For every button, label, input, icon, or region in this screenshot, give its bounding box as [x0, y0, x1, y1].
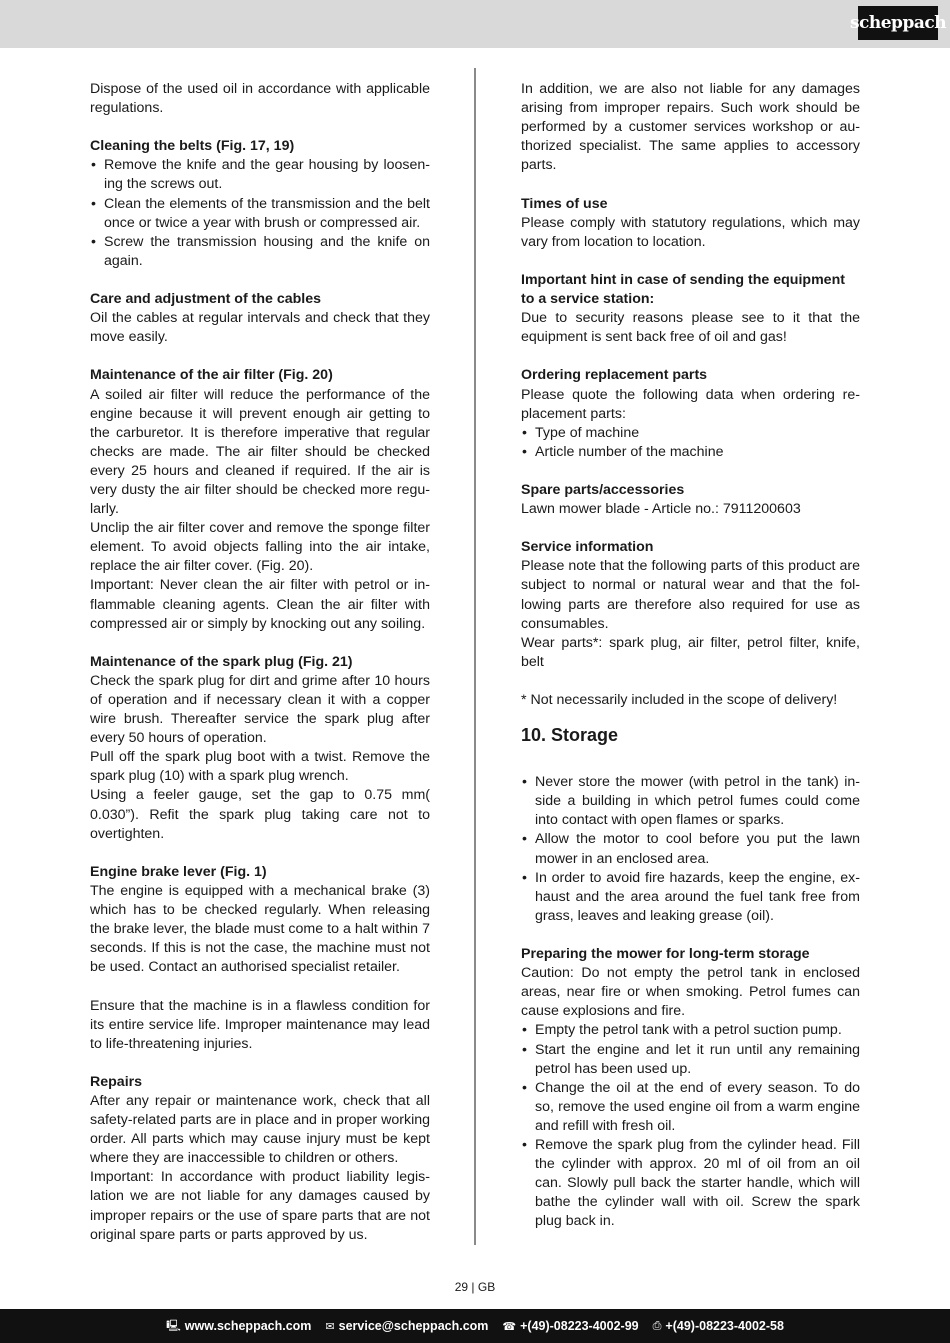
long-term-storage-text: Caution: Do not empty the petrol tank in enclosed areas, near fire or when smoking. Petrol fumes can cause explosions and fire. [521, 965, 860, 1020]
list-item: • Never store the mower (with petrol in the tank) inside a building in which petrol fumes could come into contact with open flames or sparks. [521, 773, 860, 830]
mail-icon: ✉ [325, 1320, 335, 1333]
footer-bar [0, 1309, 950, 1343]
belts-list [90, 156, 430, 271]
storage-list [521, 773, 860, 926]
long-term-storage-list [521, 1021, 860, 1231]
wear-parts-text: Wear parts*: spark plug, air filter, petrol filter, knife, belt [521, 634, 860, 670]
left-column [90, 80, 430, 1245]
spark-plug-heading: Maintenance of the spark plug (Fig. 21) [90, 653, 353, 670]
spark-plug-text: Using a feeler gauge, set the gap to 0.75 mm( 0.030”). Refit the spark plug taking care not to overtighten. [90, 787, 430, 842]
list-item: • Remove the spark plug from the cylinder head. Fill the cylinder with approx. 20 ml of oil from an oil can. Slowly pull back the starter handle, which will bathe the cylinder wall with oil. Screw the spark plug back in. [521, 1136, 860, 1231]
footer-email[interactable] [325, 1319, 488, 1333]
fax-icon: ⎙ [652, 1319, 662, 1332]
ordering-heading: Ordering replacement parts [521, 367, 708, 384]
belts-heading: Cleaning the belts (Fig. 17, 19) [90, 138, 295, 155]
footnote-text: * Not necessarily included in the scope of delivery! [521, 692, 838, 708]
footer-phone [502, 1319, 638, 1333]
repairs-text: After any repair or maintenance work, check that all safety-related parts are in place and in proper working order. All parts which may cause injury must be kept where they are inaccessible to children or others. [90, 1092, 430, 1167]
list-item: • Allow the motor to cool before you put the lawn mower in an enclosed area. [521, 830, 860, 868]
long-term-storage-heading: Preparing the mower for long-term storage [521, 946, 810, 963]
service-heading: Service information [521, 539, 654, 556]
air-filter-heading: Maintenance of the air filter (Fig. 20) [90, 367, 333, 384]
hint-text: Due to security reasons please see to it that the equipment is sent back free of oil and gas! [521, 310, 860, 346]
condition-text: Ensure that the machine is in a flawless condition for its entire service life. Improper maintenance may lead to life-threatening injuries. [90, 997, 430, 1052]
list-item: • Screw the transmission housing and the knife on again. [90, 233, 430, 271]
storage-heading: 10. Storage [521, 725, 619, 746]
list-item: • Type of machine [521, 424, 860, 443]
list-item: • Empty the petrol tank with a petrol suction pump. [521, 1021, 860, 1040]
list-item: • Clean the elements of the transmission and the belt once or twice a year with brush or compressed air. [90, 195, 430, 233]
list-item: • Change the oil at the end of every season. To do so, remove the used engine oil from a warm engine and refill with fresh oil. [521, 1079, 860, 1136]
times-text: Please comply with statutory regulations, which may vary from location to location. [521, 214, 860, 250]
list-item: • Remove the knife and the gear housing by loosening the screws out. [90, 156, 430, 194]
oil-disposal-text: Dispose of the used oil in accordance with applicable regulations. [90, 81, 430, 117]
brake-heading: Engine brake lever (Fig. 1) [90, 863, 267, 880]
column-divider [474, 68, 476, 1245]
liability-text: In addition, we are also not liable for any damages arising from improper repairs. Such work should be performed by a customer services workshop or authorized specialist. The same applies to accessory parts. [521, 81, 860, 174]
service-text: Please note that the following parts of this product are subject to normal or natural wear and that the following parts are therefore also required for use as consumables. [521, 558, 860, 632]
list-item: • In order to avoid fire hazards, keep the engine, exhaust and the area around the fuel tank free from grass, leaves and leaking grease (oil). [521, 869, 860, 926]
spark-plug-text: Check the spark plug for dirt and grime after 10 hours of operation and if necessary clean it with a copper wire brush. Thereafter service the spark plug after every 50 hours of operation. [90, 672, 430, 747]
email-text: service@scheppach.com [338, 1319, 489, 1333]
spare-parts-text: Lawn mower blade - Article no.: 7911200603 [521, 501, 801, 518]
air-filter-text: Important: Never clean the air filter with petrol or inflammable cleaning agents. Clean the air filter with compressed air or simply by knocking out any soiling. [90, 577, 430, 632]
scheppach-logo: scheppach [858, 6, 938, 40]
phone-icon: ☎ [502, 1320, 517, 1333]
header-bar [0, 0, 950, 48]
fax-text: +(49)-08223-4002-58 [665, 1319, 784, 1333]
spark-plug-text: Pull off the spark plug boot with a twist. Remove the spark plug (10) with a spark plug wrench. [90, 749, 430, 785]
repairs-text: Important: In accordance with product liability legislation we are not liable for any damages caused by improper repairs or the use of spare parts that are not original spare parts or parts approved by us. [90, 1169, 430, 1243]
ordering-list [521, 424, 860, 462]
hint-heading: Important hint in case of sending the equipment to a service station: [521, 271, 845, 308]
times-heading: Times of use [521, 195, 608, 212]
list-item: • Start the engine and let it run until any remaining petrol has been used up. [521, 1041, 860, 1079]
ordering-text: Please quote the following data when ordering replacement parts: [521, 386, 860, 422]
computer-icon: 🖳 [166, 1319, 181, 1332]
website-text: www.scheppach.com [184, 1319, 312, 1333]
air-filter-text: Unclip the air filter cover and remove the sponge filter element. To avoid objects falling into the air intake, replace the air filter cover. (Fig. 20). [90, 520, 430, 575]
footer-fax [653, 1319, 784, 1333]
right-column [521, 80, 860, 1231]
air-filter-text: A soiled air filter will reduce the performance of the engine because it will prevent enough air getting to the carburetor. It is therefore imperative that regular checks are made. The air filter should be checked every 25 hours and cleaned if required. If the air is very dusty the air filter should be checked more regularly. [90, 386, 430, 518]
list-item: • Article number of the machine [521, 443, 860, 462]
page-number: 29 | GB [454, 1280, 496, 1294]
spare-parts-heading: Spare parts/accessories [521, 481, 685, 498]
phone-text: +(49)-08223-4002-99 [520, 1319, 639, 1333]
cables-heading: Care and adjustment of the cables [90, 291, 321, 308]
repairs-heading: Repairs [90, 1073, 143, 1090]
brake-text: The engine is equipped with a mechanical brake (3) which has to be checked regularly. When releasing the brake lever, the blade must come to a halt within 7 seconds. If this is not the case, the machine must not be used. Contact an authorised specialist retailer. [90, 882, 430, 976]
cables-text: Oil the cables at regular intervals and check that they move easily. [90, 310, 430, 346]
footer-website[interactable] [166, 1317, 311, 1336]
